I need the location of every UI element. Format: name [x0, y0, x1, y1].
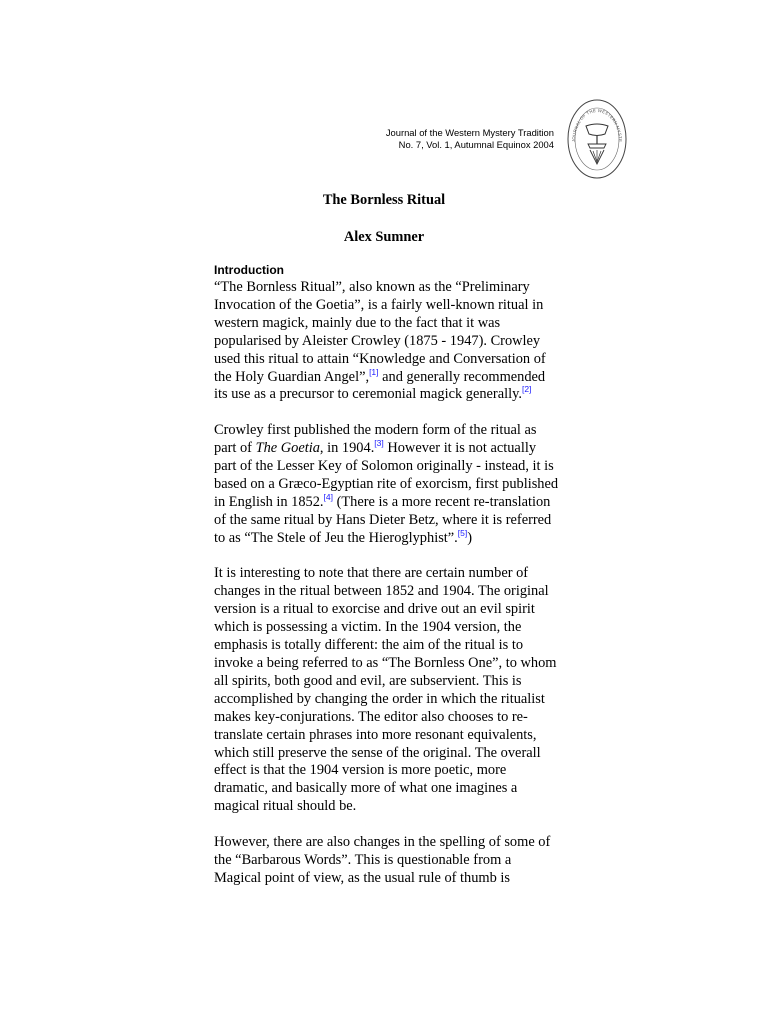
p2-text-b: , in 1904. — [319, 440, 375, 457]
footnote-link-3[interactable]: [3] — [374, 438, 384, 449]
journal-seal-logo — [566, 98, 628, 180]
p2-text-d: (There is a more recent re-translation of the same ritual by Hans Dieter Betz, where it is referred to as “The Stele of Jeu the Hieroglyphist”. — [214, 493, 552, 546]
p1-text-b: and generally recommended its use as a precursor to ceremonial magick generally. — [214, 368, 546, 403]
article-author: Alex Sumner — [343, 229, 425, 245]
paragraph-1 — [214, 279, 559, 404]
svg-text:JOURNAL OF THE WESTERN MYSTERY: JOURNAL OF THE WESTERN MYSTE — [570, 107, 624, 143]
footnote-link-4[interactable]: [4] — [323, 492, 333, 503]
p2-text-a: Crowley first published the modern form of the ritual as part of — [214, 422, 537, 457]
section-heading: Introduction — [214, 263, 284, 277]
article-title: The Bornless Ritual — [322, 192, 446, 208]
journal-name: Journal of the Western Mystery Tradition — [385, 127, 554, 138]
p2-text-e: ) — [467, 529, 473, 546]
journal-header — [300, 127, 554, 150]
p2-text-c: However it is not actually part of the Lesser Key of Solomon originally - instead, it is based on a Græco-Egyptian rite of exorcism, first published in English in 1852. — [214, 440, 559, 510]
footnote-link-1[interactable]: [1] — [369, 366, 379, 377]
p2-book-title: The Goetia — [255, 440, 320, 457]
p1-text-a: “The Bornless Ritual”, also known as the “Preliminary Invocation of the Goetia”, is a fairly well-known ritual in western magick, mainly due to the fact that it was popularised by Aleister Crowley (1875 - 1947). Crowley used this ritual to attain “Knowledge and Conversation of the Holy Guardian Angel”, — [214, 279, 546, 385]
paragraph-4: However, there are also changes in the spelling of some of the “Barbarous Words”. This is questionable from a Magical point of view, as the usual rule of thumb is — [214, 834, 551, 886]
journal-issue: No. 7, Vol. 1, Autumnal Equinox 2004 — [398, 138, 554, 150]
paragraph-2 — [214, 422, 559, 547]
article-body — [214, 262, 559, 906]
footnote-link-2[interactable]: [2] — [521, 384, 532, 395]
footnote-link-5[interactable]: [5] — [457, 527, 468, 538]
paragraph-3: It is interesting to note that there are certain number of changes in the ritual between 1852 and 1904. The original version is a ritual to exorcise and drive out an evil spirit which is possessing a victim. In the 1904 version, the emphasis is totally different: the aim of the ritual is to invoke a being referred to as “The Bornless One”, to whom all spirits, both good and evil, are subservient. This is accomplished by changing the order in which the ritualist makes key-conjurations. The editor also chooses to re-translate certain phrases into more resonant equivalents, which still preserve the sense of the original. The overall effect is that the 1904 version is more poetic, more dramatic, and basically more of what one imagines a magical ritual should be. — [214, 565, 557, 815]
